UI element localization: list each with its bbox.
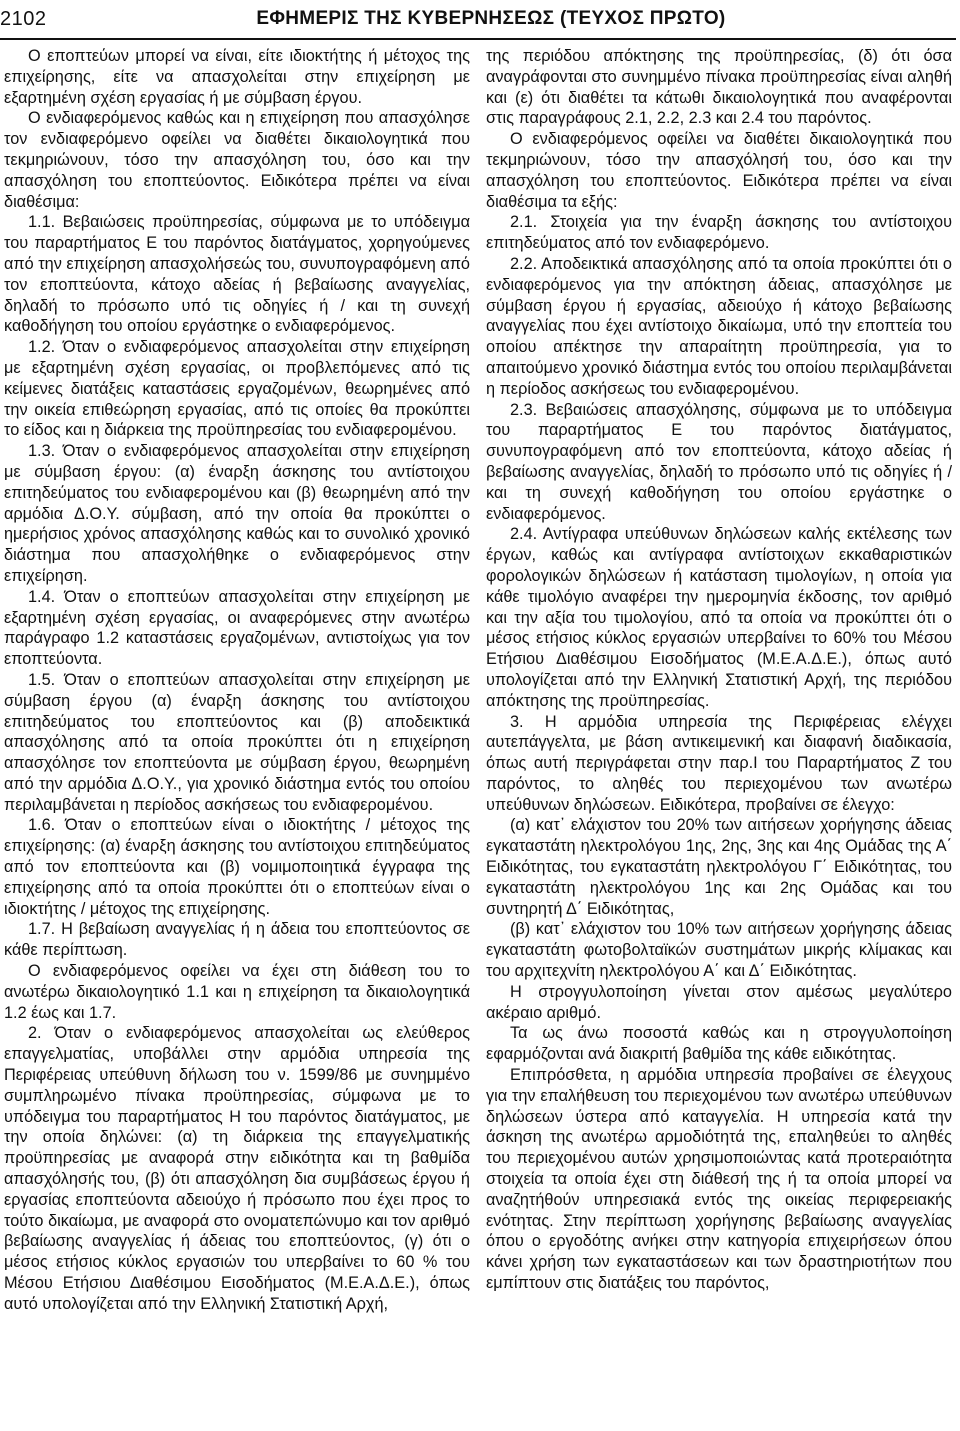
paragraph: Ο ενδιαφερόμενος οφείλει να έχει στη διάθεση του το ανωτέρω δικαιολογητικό 1.1 και η επιχείρηση τα δικαιολογητικά 1.2 έως και 1.7. — [4, 962, 470, 1022]
paragraph: Τα ως άνω ποσοστά καθώς και η στρογγυλοποίηση εφαρμόζονται ανά διακριτή βαθμίδα της κάθε ειδικότητας. — [486, 1024, 952, 1064]
paragraph: της περιόδου απόκτησης της προϋπηρεσίας, (δ) ότι όσα αναγράφονται στο συνημμένο πίνακα προϋπηρεσίας είναι αληθή και (ε) ότι διαθέτει τα κάτωθι δικαιολογητικά που αναφέρονται στις παραγράφους 2.1, 2.2, 2.3 και 2.4 του παρόντος. — [486, 47, 952, 128]
paragraph: 1.7. Η βεβαίωση αναγγελίας ή η άδεια του εποπτεύοντος σε κάθε περίπτωση. — [4, 920, 470, 960]
paragraph: 3. Η αρμόδια υπηρεσία της Περιφέρειας ελέγχει αυτεπάγγελτα, με βάση αντικειμενική και διαφανή διαδικασία, όπως αυτή περιγράφεται στην παρ.Ι του Παραρτήματος Ζ του παρόντος, το αληθές του περιεχομένου των ανωτέρω υπεύθυνων δηλώσεων. Ειδικότερα, προβαίνει σε έλεγχο: — [486, 712, 952, 814]
paragraph: Επιπρόσθετα, η αρμόδια υπηρεσία προβαίνει σε έλεγχους για την επαλήθευση του περιεχομένου των ανωτέρω υπεύθυνων δηλώσεων ύστερα από καταγγελία. Η υπηρεσία κατά την άσκηση της ανωτέρω αρμοδιότητά της, επαληθεύει το αληθές του περιεχομένου αυτών χρησιμοποιώντας κατά προτεραιότητα στοιχεία τα οποία έχει στη διάθεσή της ή τα οποία μπορεί να αναζητήθούν υπηρεσιακά εντός της οικείας περιφερειακής ενότητας. Στην περίπτωση χορήγησης βεβαίωσης αναγγελίας όπου ο εργοδότης ανήκει στην κατηγορία επιχειρήσεων όπου κάνει χρήση των εγκαταστάσεων και των δραστηριοτήτων που εμπίπτουν στις διατάξεις του παρόντος, — [486, 1066, 952, 1293]
paragraph: 1.3. Όταν ο ενδιαφερόμενος απασχολείται στην επιχείρηση με σύμβαση έργου: (α) έναρξη άσκησης του αντίστοιχου επιτηδεύματος του ενδιαφερομένου και (β) θεωρημένη από την αρμόδια Δ.Ο.Υ. σύμβαση, από την οποία θα προκύπτει ο ημερήσιος χρόνος απασχόλησης καθώς και το συνολικό χρονικό διάστημα που απασχολήθηκε ο ενδιαφερόμενος στην επιχείρηση. — [4, 442, 470, 585]
paragraph: (α) κατ᾽ ελάχιστον του 20% των αιτήσεων χορήγησης άδειας εγκαταστάτη ηλεκτρολόγου 1ης, 2ης, 3ης και 4ης Ομάδας της Α΄ Ειδικότητας, του εγκαταστάτη ηλεκτρολόγου Γ΄ Ειδικότητας, του εγκαταστάτη ηλεκτρολόγου 1ης και 2ης Ομάδας και του συντηρητή Δ΄ Ειδικότητας, — [486, 816, 952, 918]
journal-title: ΕΦΗΜΕΡΙΣ ΤΗΣ ΚΥΒΕΡΝΗΣΕΩΣ (ΤΕΥΧΟΣ ΠΡΩΤΟ) — [256, 8, 726, 29]
paragraph: 1.2. Όταν ο ενδιαφερόμενος απασχολείται στην επιχείρηση με εξαρτημένη σχέση εργασίας, οι προβλεπόμενες από τις κείμενες διατάξεις καταστάσεις εργαζομένων, θεωρημένες από την οικεία επιθεώρηση εργασίας, από τις οποίες θα προκύπτει το είδος και η διάρκεια της προϋπηρεσίας του ενδιαφερομένου. — [4, 338, 470, 440]
page-header — [0, 0, 956, 40]
paragraph: (β) κατ᾽ ελάχιστον του 10% των αιτήσεων χορήγησης άδειας εγκαταστάτη φωτοβολταϊκών συστημάτων μικρής κλίμακας και του αρχιτεχνίτη ηλεκτρολόγου Α΄ και Δ΄ Ειδικότητας. — [486, 920, 952, 981]
paragraph: 2.3. Βεβαιώσεις απασχόλησης, σύμφωνα με το υπόδειγμα του παραρτήματος Ε του παρόντος διατάγματος, συνυπογραφόμενη από τον εποπτεύοντα, κάτοχο αδείας ή βεβαίωσης αναγγελίας, δηλαδή το πρόσωπο υπό τις οδηγίες ή / και τη συνεχή καθοδήγηση του οποίου εργάστηκε ο ενδιαφερόμενος. — [486, 400, 952, 523]
paragraph: 1.6. Όταν ο εποπτεύων είναι ο ιδιοκτήτης / μέτοχος της επιχείρησης: (α) έναρξη άσκησης του αντίστοιχου επιτηδεύματος από τον εποπτεύοντα και (β) νομιμοποιητικά έγγραφα της επιχείρησης από τα οποία προκύπτει ότι ο εποπτεύων είναι ο ιδιοκτήτης / μέτοχος της επιχείρησης. — [4, 816, 470, 918]
page-number: 2102 — [0, 7, 47, 30]
right-column — [486, 46, 952, 1315]
paragraph: 2.2. Αποδεικτικά απασχόλησης από τα οποία προκύπτει ότι ο ενδιαφερόμενος για την απόκτηση άδειας, απασχόλησε με σύμβαση έργου ή εργασίας, αδειούχο ή κάτοχο βεβαίωσης αναγγελίας που έχει αντίστοιχο δικαίωμα, υπό την εποπτεία του οποίου απέκτησε την απαραίτητη προϋπηρεσία, για το απαιτούμενο χρονικό διάστημα εντός του οποίου περιλαμβάνεται η περίοδος ασκήσεως του ενδιαφερομένου. — [486, 254, 952, 398]
paragraph: 2.1. Στοιχεία για την έναρξη άσκησης του αντίστοιχου επιτηδεύματος από τον ενδιαφερόμενο. — [486, 213, 952, 253]
paragraph: Ο ενδιαφερόμενος οφείλει να διαθέτει δικαιολογητικά που τεκμηριώνουν, τόσο την απασχόλησή του, όσο και την απασχόληση του εποπτεύοντος. Ειδικότερα πρέπει να είναι διαθέσιμα τα εξής: — [486, 130, 952, 211]
paragraph: Ο εποπτεύων μπορεί να είναι, είτε ιδιοκτήτης ή μέτοχος της επιχείρησης, είτε να απασχολείται στην επιχείρηση με εξαρτημένη σχέση εργασίας ή με σύμβαση έργου. — [4, 47, 470, 107]
paragraph: 1.1. Βεβαιώσεις προϋπηρεσίας, σύμφωνα με το υπόδειγμα του παραρτήματος Ε του παρόντος διατάγματος, χορηγούμενες από την επιχείρηση απασχολήσεώς του, συνυπογραφόμενη από τον εποπτεύοντα, κάτοχο αδείας ή βεβαίωσης αναγγελίας, δηλαδή το πρόσωπο υπό τις οδηγίες ή / και τη συνεχή καθοδήγηση του οποίου εργάστηκε ο ενδιαφερόμενος. — [4, 213, 470, 336]
paragraph: Η στρογγυλοποίηση γίνεται στον αμέσως μεγαλύτερο ακέραιο αριθμό. — [486, 982, 952, 1022]
paragraph: 2. Όταν ο ενδιαφερόμενος απασχολείται ως ελεύθερος επαγγελματίας, υποβάλλει στην αρμόδια υπηρεσία της Περιφέρειας υπεύθυνη δήλωση του ν. 1599/86 με συνημμένο συμπληρωμένο πίνακα προϋπηρεσίας, σύμφωνα με το υπόδειγμα του παραρτήματος Η του παρόντος διατάγματος, με την οποία δηλώνει: (α) τη διάρκεια της επαγγελματικής προϋπηρεσίας με αναφορά στην ειδικότητα και τη βαθμίδα απασχόλησής του, (β) ότι απασχόληση δια συμβάσεως έργου ή εργασίας εποπτεύοντα αδειούχο ή πρόσωπο που έχει προς το τούτο δικαίωμα, με αναφορά στο ονοματεπώνυμο και τον αριθμό βεβαίωσης αναγγελίας ή άδειας του εποπτεύοντος, (γ) ότι ο μέσος ετήσιος κύκλος εργασιών του υπερβαίνει το 60 % του Μέσου Ετήσιου Διαθέσιμου Εισοδήματος (Μ.Ε.Α.Δ.Ε.), όπως αυτό υπολογίζεται από την Ελληνική Στατιστική Αρχή, — [4, 1024, 470, 1313]
paragraph: 1.5. Όταν ο εποπτεύων απασχολείται στην επιχείρηση με σύμβαση έργου (α) έναρξη άσκησης του αντίστοιχου επιτηδεύματος του εποπτεύοντος και (β) αποδεικτικά απασχόλησης από τα οποία προκύπτει ότι η επιχείρηση απασχόλησε τον εποπτεύοντα με σύμβαση έργου, θεωρημένη από την αρμόδια Δ.Ο.Υ., για χρονικό διάστημα εντός του οποίου περιλαμβάνεται η περίοδος ασκήσεως του ενδιαφερομένου. — [4, 670, 470, 814]
paragraph: Ο ενδιαφερόμενος καθώς και η επιχείρηση που απασχόλησε τον ενδιαφερόμενο οφείλει να διαθέτει δικαιολογητικά που τεκμηριώνουν, τόσο την απασχόληση του, όσο και την απασχόληση του εποπτεύοντος. Ειδικότερα πρέπει να είναι διαθέσιμα: — [4, 109, 470, 211]
text-columns — [0, 46, 956, 1315]
paragraph: 1.4. Όταν ο εποπτεύων απασχολείται στην επιχείρηση με εξαρτημένη σχέση εργασίας, οι αναφερόμενες στην ανωτέρω παράγραφο 1.2 καταστάσεις εργαζομένων, αντιστοίχως για τον εποπτεύοντα. — [4, 587, 470, 669]
left-column — [4, 46, 470, 1315]
paragraph: 2.4. Αντίγραφα υπεύθυνων δηλώσεων καλής εκτέλεσης των έργων, καθώς και αντίγραφα αντίστοιχων εκκαθαριστικών φορολογικών δηλώσεων ή κατάσταση τιμολογίων, η οποία για κάθε τιμολόγιο αναφέρει την ημερομηνία έκδοσης, τον αριθμό και την αξία του τιμολογίου, από τα οποία να προκύπτει ότι ο μέσος ετήσιος κύκλος εργασιών υπερβαίνει το 60% του Μέσου Ετήσιου Διαθέσιμου Εισοδήματος (Μ.Ε.Α.Δ.Ε.), όπως αυτό υπολογίζεται από την Ελληνική Στατιστική Αρχή, της περιόδου απόκτησης της προϋπηρεσίας. — [486, 525, 952, 710]
